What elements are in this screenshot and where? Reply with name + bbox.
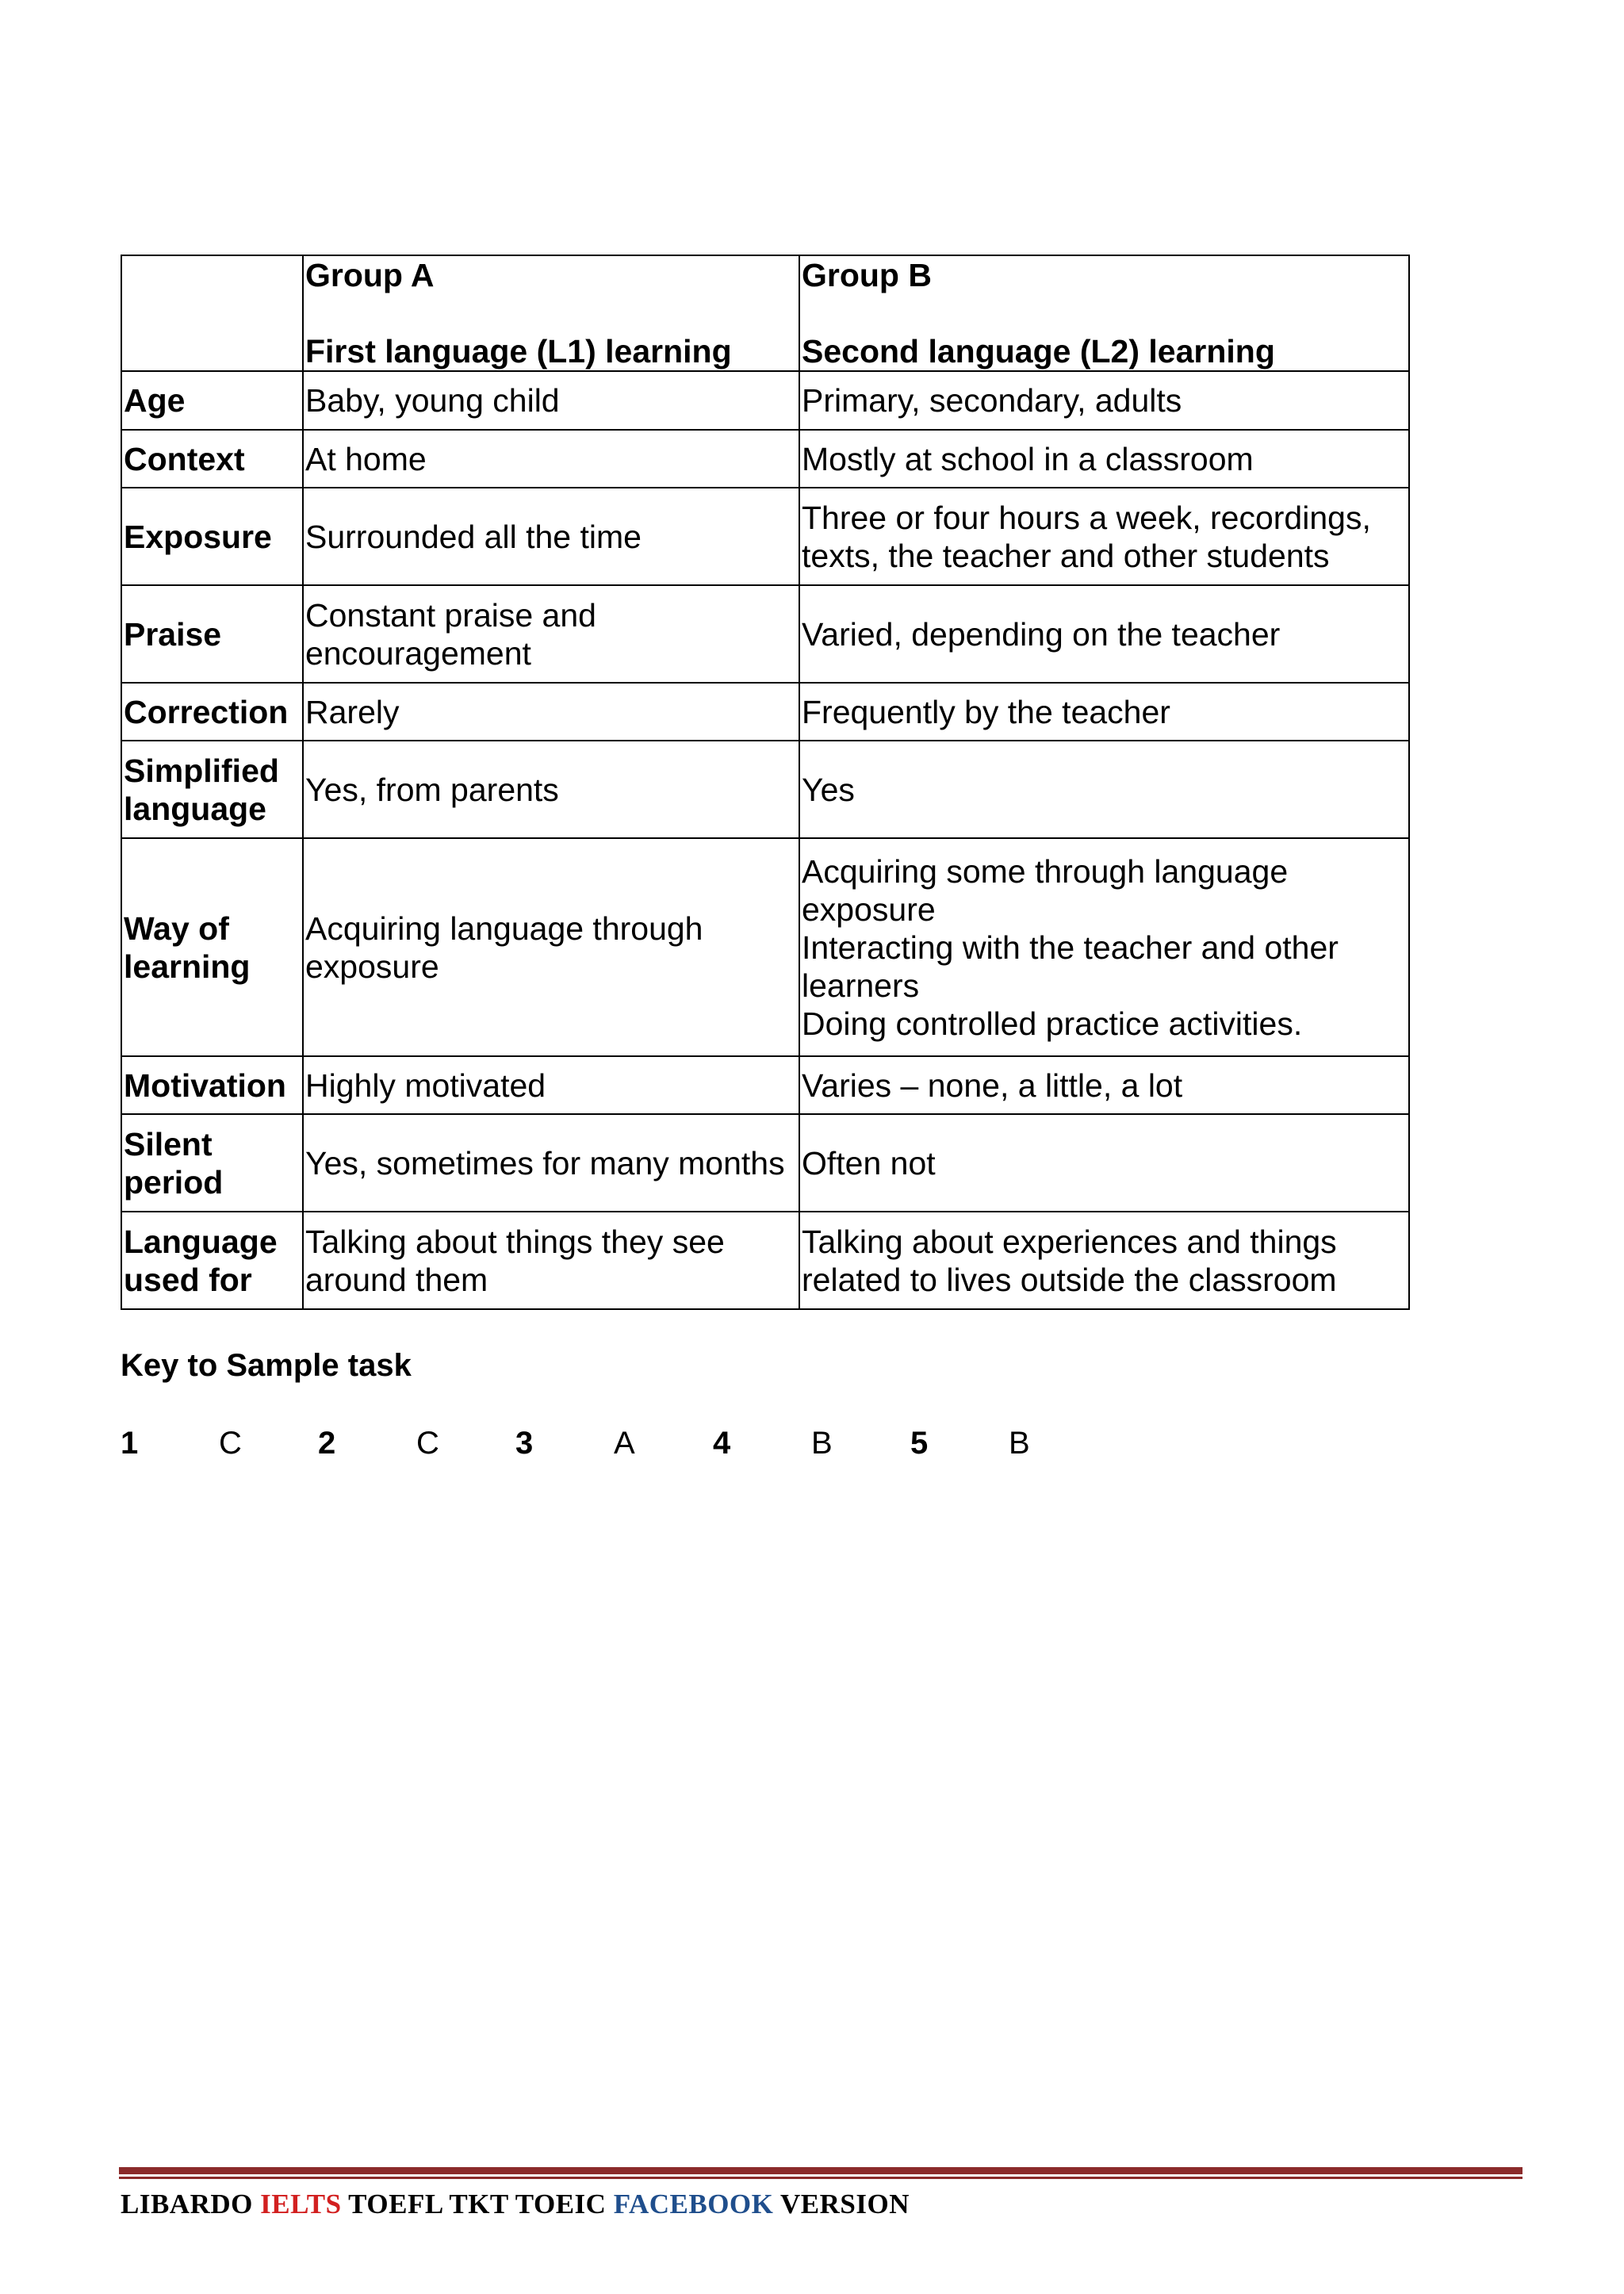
footer-part-facebook: FACEBOOK <box>613 2189 774 2219</box>
cell-group-b <box>799 430 1409 488</box>
cell-line: Talking about experiences and things <box>802 1223 1337 1260</box>
table-row <box>121 838 1409 1056</box>
row-label: Silent period <box>121 1114 303 1212</box>
cell-group-b <box>799 1212 1409 1309</box>
cell-line: learners <box>802 967 920 1004</box>
cell-line: Talking about things they see <box>305 1223 725 1260</box>
cell-group-b <box>799 585 1409 683</box>
cell-line: exposure <box>802 890 936 928</box>
answer-number: 5 <box>910 1426 929 1461</box>
footer-rule <box>119 2167 1522 2174</box>
cell-line: Yes, sometimes for many months <box>305 1144 785 1181</box>
answer-letter: C <box>416 1426 439 1461</box>
table-row <box>121 585 1409 683</box>
footer-part-5: VERSION <box>773 2189 910 2219</box>
cell-group-a <box>303 1212 799 1309</box>
cell-group-b <box>799 741 1409 838</box>
cell-line: Rarely <box>305 693 400 730</box>
row-label: Age <box>121 371 303 430</box>
footer-part-3: TOEFL TKT TOEIC <box>341 2189 614 2219</box>
row-label: Correction <box>121 683 303 741</box>
footer-text <box>121 2189 910 2220</box>
cell-group-a <box>303 585 799 683</box>
row-label: Way of learning <box>121 838 303 1056</box>
cell-group-a <box>303 488 799 585</box>
answer-number: 2 <box>318 1426 336 1461</box>
cell-line: Surrounded all the time <box>305 518 642 555</box>
cell-group-a <box>303 1114 799 1212</box>
table-row <box>121 371 1409 430</box>
answer-letter: A <box>614 1426 635 1461</box>
cell-line: Acquiring some through language <box>802 852 1289 890</box>
cell-line: Three or four hours a week, recordings, <box>802 499 1371 536</box>
cell-group-a <box>303 430 799 488</box>
cell-line: Mostly at school in a classroom <box>802 440 1254 477</box>
row-label: Context <box>121 430 303 488</box>
answer-letter: B <box>1009 1426 1030 1461</box>
group-b-subtitle: Second language (L2) learning <box>802 333 1275 370</box>
cell-line: Varied, depending on the teacher <box>802 615 1281 653</box>
cell-line: Constant praise and <box>305 596 596 634</box>
cell-line: Yes, from parents <box>305 771 559 808</box>
row-label: Simplified language <box>121 741 303 838</box>
answer-number: 1 <box>121 1426 139 1461</box>
cell-line: Yes <box>802 771 855 808</box>
header-group-b <box>799 255 1409 371</box>
cell-group-b <box>799 1114 1409 1212</box>
header-empty-cell <box>121 255 303 371</box>
cell-group-a <box>303 741 799 838</box>
cell-line: At home <box>305 440 427 477</box>
header-group-a <box>303 255 799 371</box>
cell-line: Interacting with the teacher and other <box>802 929 1339 966</box>
cell-group-a <box>303 371 799 430</box>
table-row <box>121 1212 1409 1309</box>
cell-line: Highly motivated <box>305 1067 546 1104</box>
answer-letter: B <box>811 1426 833 1461</box>
key-title: Key to Sample task <box>121 1348 412 1383</box>
cell-group-b <box>799 1056 1409 1114</box>
group-a-subtitle: First language (L1) learning <box>305 333 732 370</box>
footer-part-1: LIBARDO <box>121 2189 261 2219</box>
row-label: Motivation <box>121 1056 303 1114</box>
row-label: Exposure <box>121 488 303 585</box>
group-a-title: Group A <box>305 257 435 293</box>
cell-line: texts, the teacher and other students <box>802 537 1330 574</box>
table-row <box>121 683 1409 741</box>
cell-line: exposure <box>305 948 439 985</box>
cell-line: encouragement <box>305 634 531 672</box>
cell-line: Frequently by the teacher <box>802 693 1170 730</box>
table-header-row <box>121 255 1409 371</box>
answer-number: 3 <box>515 1426 534 1461</box>
table-row <box>121 430 1409 488</box>
footer-rule-thin <box>119 2177 1522 2179</box>
cell-line: around them <box>305 1261 488 1298</box>
table-row <box>121 1114 1409 1212</box>
table-row <box>121 488 1409 585</box>
answer-number: 4 <box>713 1426 731 1461</box>
group-b-title: Group B <box>802 257 932 293</box>
cell-line: Primary, secondary, adults <box>802 382 1182 419</box>
cell-line: Varies – none, a little, a lot <box>802 1067 1183 1104</box>
row-label: Praise <box>121 585 303 683</box>
cell-line: Baby, young child <box>305 382 560 419</box>
cell-group-b <box>799 371 1409 430</box>
cell-group-a <box>303 683 799 741</box>
cell-group-b <box>799 488 1409 585</box>
table-row <box>121 1056 1409 1114</box>
cell-line: related to lives outside the classroom <box>802 1261 1337 1298</box>
cell-group-b <box>799 838 1409 1056</box>
cell-line: Acquiring language through <box>305 910 703 947</box>
answer-letter: C <box>219 1426 242 1461</box>
footer-part-ielts: IELTS <box>260 2189 342 2219</box>
cell-line: Doing controlled practice activities. <box>802 1005 1303 1042</box>
row-label: Language used for <box>121 1212 303 1309</box>
cell-group-a <box>303 1056 799 1114</box>
cell-group-a <box>303 838 799 1056</box>
table-row <box>121 741 1409 838</box>
cell-group-b <box>799 683 1409 741</box>
cell-line: Often not <box>802 1144 936 1181</box>
comparison-table <box>121 255 1410 1310</box>
